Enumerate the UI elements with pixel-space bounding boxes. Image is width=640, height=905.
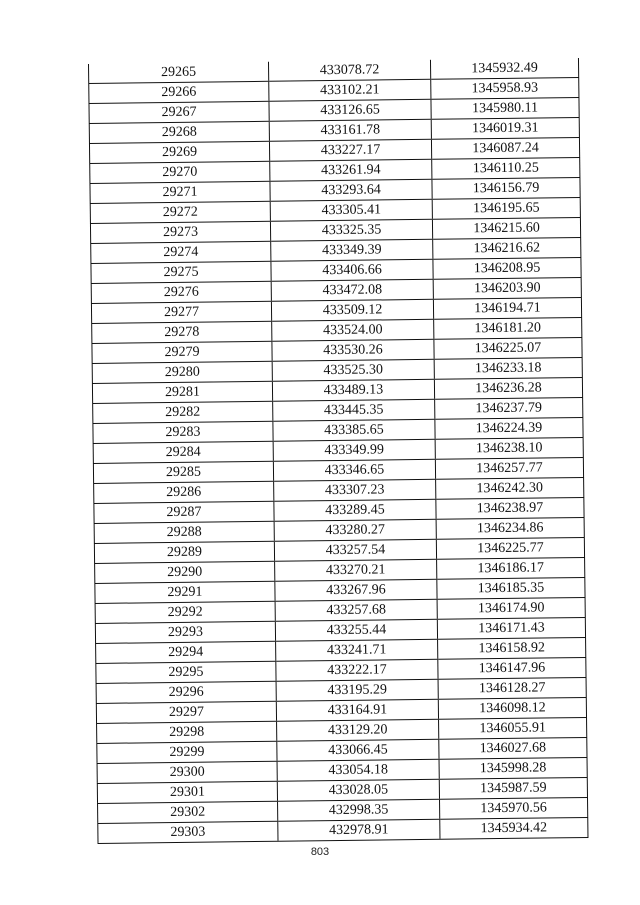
- y-coordinate-cell: 1346128.27: [438, 677, 586, 699]
- y-coordinate-cell: 1346174.90: [437, 597, 585, 619]
- x-coordinate-cell: 433102.21: [269, 79, 431, 101]
- y-coordinate-cell: 1346110.25: [432, 158, 580, 180]
- point-id-cell: 29274: [91, 241, 271, 263]
- point-id-cell: 29271: [90, 181, 270, 203]
- y-coordinate-cell: 1346156.79: [432, 177, 580, 199]
- y-coordinate-cell: 1346185.35: [437, 577, 585, 599]
- point-id-cell: 29270: [90, 161, 270, 183]
- coordinate-table-body: [88, 58, 587, 843]
- y-coordinate-cell: 1346238.97: [436, 497, 584, 519]
- point-id-cell: 29296: [96, 681, 276, 703]
- x-coordinate-cell: 433530.26: [272, 339, 434, 361]
- page-number: 803: [310, 846, 330, 858]
- x-coordinate-cell: 433349.99: [273, 439, 435, 461]
- y-coordinate-cell: 1346158.92: [438, 637, 586, 659]
- point-id-cell: 29267: [89, 101, 269, 123]
- y-coordinate-cell: 1346186.17: [437, 557, 585, 579]
- x-coordinate-cell: 433241.71: [276, 639, 438, 661]
- y-coordinate-cell: 1346242.30: [436, 477, 584, 499]
- y-coordinate-cell: 1345987.59: [439, 777, 587, 799]
- y-coordinate-cell: 1346181.20: [434, 317, 582, 339]
- point-id-cell: 29299: [97, 741, 277, 763]
- x-coordinate-cell: 433129.20: [277, 719, 439, 741]
- x-coordinate-cell: 433385.65: [273, 419, 435, 441]
- x-coordinate-cell: 432978.91: [278, 819, 440, 841]
- point-id-cell: 29284: [93, 441, 273, 463]
- point-id-cell: 29288: [94, 521, 274, 543]
- x-coordinate-cell: 433289.45: [274, 499, 436, 521]
- point-id-cell: 29287: [94, 501, 274, 523]
- y-coordinate-cell: 1346234.86: [436, 517, 584, 539]
- x-coordinate-cell: 433126.65: [269, 99, 431, 121]
- point-id-cell: 29291: [95, 581, 275, 603]
- point-id-cell: 29273: [90, 221, 270, 243]
- point-id-cell: 29278: [92, 321, 272, 343]
- x-coordinate-cell: 433255.44: [275, 619, 437, 641]
- y-coordinate-cell: 1346236.28: [434, 377, 582, 399]
- x-coordinate-cell: 433078.72: [268, 60, 430, 81]
- y-coordinate-cell: 1345998.28: [439, 757, 587, 779]
- point-id-cell: 29282: [93, 401, 273, 423]
- y-coordinate-cell: 1346225.07: [434, 337, 582, 359]
- y-coordinate-cell: 1345934.42: [440, 817, 588, 839]
- y-coordinate-cell: 1346238.10: [435, 437, 583, 459]
- point-id-cell: 29293: [95, 621, 275, 643]
- y-coordinate-cell: 1346195.65: [432, 197, 580, 219]
- y-coordinate-cell: 1346147.96: [438, 657, 586, 679]
- x-coordinate-cell: 433293.64: [270, 179, 432, 201]
- x-coordinate-cell: 433257.68: [275, 599, 437, 621]
- point-id-cell: 29303: [98, 821, 278, 843]
- point-id-cell: 29301: [97, 781, 277, 803]
- point-id-cell: 29298: [97, 721, 277, 743]
- point-id-cell: 29280: [92, 361, 272, 383]
- y-coordinate-cell: 1345970.56: [440, 797, 588, 819]
- point-id-cell: 29286: [94, 481, 274, 503]
- point-id-cell: 29265: [88, 62, 268, 84]
- y-coordinate-cell: 1346019.31: [431, 118, 579, 140]
- x-coordinate-cell: 433054.18: [277, 759, 439, 781]
- point-id-cell: 29272: [90, 201, 270, 223]
- x-coordinate-cell: 433257.54: [274, 539, 436, 561]
- x-coordinate-cell: 433280.27: [274, 519, 436, 541]
- point-id-cell: 29283: [93, 421, 273, 443]
- x-coordinate-cell: 433161.78: [269, 119, 431, 141]
- x-coordinate-cell: 433028.05: [277, 779, 439, 801]
- x-coordinate-cell: 433195.29: [276, 679, 438, 701]
- y-coordinate-cell: 1346027.68: [439, 737, 587, 759]
- point-id-cell: 29277: [91, 301, 271, 323]
- x-coordinate-cell: 433406.66: [271, 259, 433, 281]
- x-coordinate-cell: 433509.12: [271, 299, 433, 321]
- x-coordinate-cell: 433525.30: [272, 359, 434, 381]
- x-coordinate-cell: 433346.65: [273, 459, 435, 481]
- point-id-cell: 29300: [97, 761, 277, 783]
- y-coordinate-cell: 1345932.49: [430, 58, 578, 79]
- point-id-cell: 29289: [94, 541, 274, 563]
- x-coordinate-cell: 433270.21: [275, 559, 437, 581]
- x-coordinate-cell: 433227.17: [269, 139, 431, 161]
- y-coordinate-cell: 1346224.39: [435, 417, 583, 439]
- point-id-cell: 29292: [95, 601, 275, 623]
- y-coordinate-cell: 1346208.95: [433, 257, 581, 279]
- point-id-cell: 29285: [93, 461, 273, 483]
- point-id-cell: 29269: [89, 141, 269, 163]
- point-id-cell: 29294: [96, 641, 276, 663]
- x-coordinate-cell: 433307.23: [274, 479, 436, 501]
- y-coordinate-cell: 1345958.93: [431, 78, 579, 100]
- y-coordinate-cell: 1346257.77: [435, 457, 583, 479]
- x-coordinate-cell: 433305.41: [270, 199, 432, 221]
- point-id-cell: 29297: [96, 701, 276, 723]
- y-coordinate-cell: 1346216.62: [433, 237, 581, 259]
- x-coordinate-cell: 433524.00: [272, 319, 434, 341]
- x-coordinate-cell: 433472.08: [271, 279, 433, 301]
- x-coordinate-cell: 433222.17: [276, 659, 438, 681]
- coordinate-table: [88, 58, 588, 844]
- y-coordinate-cell: 1346171.43: [437, 617, 585, 639]
- point-id-cell: 29279: [92, 341, 272, 363]
- y-coordinate-cell: 1345980.11: [431, 98, 579, 120]
- y-coordinate-cell: 1346215.60: [432, 217, 580, 239]
- x-coordinate-cell: 432998.35: [278, 799, 440, 821]
- point-id-cell: 29276: [91, 281, 271, 303]
- x-coordinate-cell: 433325.35: [270, 219, 432, 241]
- x-coordinate-cell: 433164.91: [276, 699, 438, 721]
- x-coordinate-cell: 433066.45: [277, 739, 439, 761]
- x-coordinate-cell: 433349.39: [271, 239, 433, 261]
- x-coordinate-cell: 433267.96: [275, 579, 437, 601]
- point-id-cell: 29266: [89, 81, 269, 103]
- y-coordinate-cell: 1346087.24: [431, 138, 579, 160]
- y-coordinate-cell: 1346098.12: [438, 697, 586, 719]
- point-id-cell: 29281: [92, 381, 272, 403]
- point-id-cell: 29290: [95, 561, 275, 583]
- coordinate-table-sheet: [88, 58, 587, 844]
- point-id-cell: 29275: [91, 261, 271, 283]
- y-coordinate-cell: 1346225.77: [436, 537, 584, 559]
- x-coordinate-cell: 433489.13: [272, 379, 434, 401]
- y-coordinate-cell: 1346055.91: [439, 717, 587, 739]
- point-id-cell: 29302: [98, 801, 278, 823]
- y-coordinate-cell: 1346194.71: [433, 297, 581, 319]
- point-id-cell: 29295: [96, 661, 276, 683]
- x-coordinate-cell: 433261.94: [270, 159, 432, 181]
- y-coordinate-cell: 1346237.79: [435, 397, 583, 419]
- y-coordinate-cell: 1346233.18: [434, 357, 582, 379]
- x-coordinate-cell: 433445.35: [273, 399, 435, 421]
- y-coordinate-cell: 1346203.90: [433, 277, 581, 299]
- point-id-cell: 29268: [89, 121, 269, 143]
